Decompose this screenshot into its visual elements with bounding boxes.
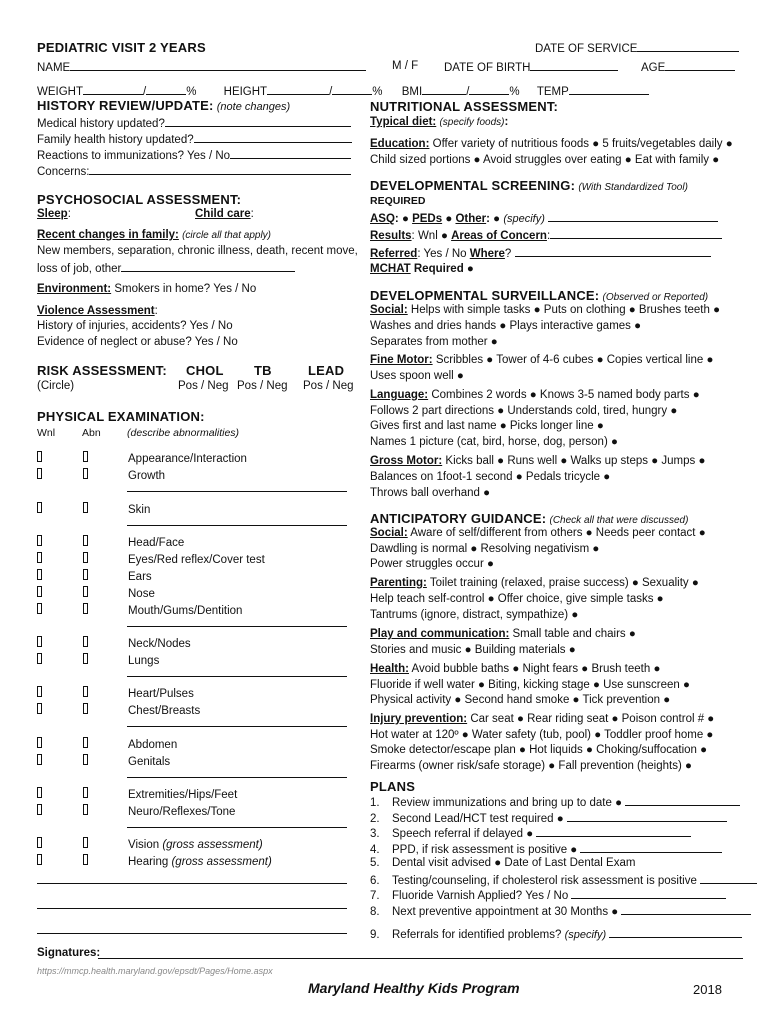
devsurv-heading: DEVELOPMENTAL SURVEILLANCE: (Observed or Reported)	[370, 288, 709, 303]
child-care-label: Child care:	[195, 208, 254, 220]
abn-checkbox[interactable]	[83, 837, 88, 848]
wnl-checkbox[interactable]	[37, 703, 42, 714]
pe-row	[37, 737, 177, 751]
abn-checkbox[interactable]	[83, 703, 88, 714]
age-field[interactable]	[641, 60, 735, 74]
guidance-play-2[interactable]: Stories and music ● Building materials ●	[370, 644, 576, 656]
pe-item-label: Eyes/Red reflex/Cover test	[128, 554, 265, 566]
plan-item-8[interactable]: 8. Next preventive appointment at 30 Months ●	[370, 904, 751, 918]
recent-changes-options[interactable]: New members, separation, chronic illness, death, recent move,	[37, 245, 358, 257]
abn-checkbox[interactable]	[83, 737, 88, 748]
history-line-family[interactable]: Family health history updated?	[37, 132, 352, 146]
guidance-social-2[interactable]: Dawdling is normal ● Resolving negativism ●	[370, 543, 600, 555]
plan-item-3[interactable]: 3. Speech referral if delayed ●	[370, 826, 691, 840]
risk-lead-posneg[interactable]: Pos / Neg	[303, 380, 354, 392]
wnl-checkbox[interactable]	[37, 502, 42, 513]
devsurv-gross-3[interactable]: Throws ball overhand ●	[370, 487, 491, 499]
abn-checkbox[interactable]	[83, 686, 88, 697]
devscreen-referred[interactable]: Referred: Yes / No Where?	[370, 246, 711, 260]
program-name: Maryland Healthy Kids Program	[308, 980, 520, 996]
abn-checkbox[interactable]	[83, 502, 88, 513]
sex-label: M / F	[392, 60, 419, 72]
devsurv-lang-4[interactable]: Names 1 picture (cat, bird, horse, dog, person) ●	[370, 436, 618, 448]
abn-checkbox[interactable]	[83, 653, 88, 664]
guidance-parenting-2[interactable]: Help teach self-control ● Offer choice, give simple tasks ●	[370, 593, 664, 605]
pe-row	[37, 569, 152, 583]
pe-item-label: Hearing	[128, 856, 172, 868]
wnl-checkbox[interactable]	[37, 837, 42, 848]
signatures-label: Signatures:	[37, 947, 101, 959]
violence-heading: Violence Assessment:	[37, 305, 158, 317]
notes-line[interactable]	[37, 933, 347, 934]
weight-label: WEIGHT	[37, 86, 83, 98]
abn-checkbox[interactable]	[83, 603, 88, 614]
pe-row	[37, 586, 155, 600]
bmi-label: BMI	[401, 86, 423, 98]
pe-describe-line[interactable]	[127, 777, 347, 778]
plan-item-6[interactable]: 6. Testing/counseling, if cholesterol risk assessment is positive	[370, 873, 757, 887]
devsurv-social-1[interactable]: Social: Helps with simple tasks ● Puts on clothing ● Brushes teeth ●	[370, 304, 721, 316]
pe-item-label: Extremities/Hips/Feet	[128, 789, 238, 801]
abn-checkbox[interactable]	[83, 754, 88, 765]
pe-item-label: Chest/Breasts	[128, 705, 201, 717]
guidance-injury-4[interactable]: Firearms (owner risk/safe storage) ● Fall prevention (heights) ●	[370, 760, 692, 772]
guidance-health-2[interactable]: Fluoride if well water ● Biting, kicking stage ● Use sunscreen ●	[370, 679, 690, 691]
devsurv-lang-1[interactable]: Language: Combines 2 words ● Knows 3-5 named body parts ●	[370, 389, 700, 401]
pe-row-vision	[37, 837, 263, 851]
pe-row	[37, 603, 242, 617]
height-slash: /	[329, 86, 333, 98]
guidance-social-3[interactable]: Power struggles occur ●	[370, 558, 494, 570]
pe-item-note: (gross assessment)	[171, 856, 272, 868]
abn-checkbox[interactable]	[83, 552, 88, 563]
pe-row	[37, 686, 194, 700]
height-pct: %	[372, 86, 383, 98]
abn-checkbox[interactable]	[83, 636, 88, 647]
recent-changes-heading: Recent changes in family: (circle all that apply)	[37, 229, 271, 241]
abn-checkbox[interactable]	[83, 586, 88, 597]
wnl-checkbox[interactable]	[37, 569, 42, 580]
devscreen-required: REQUIRED	[370, 195, 426, 207]
vitals-row[interactable]	[37, 84, 649, 98]
pe-row	[37, 636, 191, 650]
height-label: HEIGHT	[223, 86, 268, 98]
pe-item-label: Skin	[128, 504, 151, 516]
pe-item-label: Lungs	[128, 655, 160, 667]
risk-lead: LEAD	[308, 363, 345, 378]
name-field[interactable]	[37, 60, 366, 74]
wnl-checkbox[interactable]	[37, 535, 42, 546]
signature-line[interactable]	[98, 958, 743, 959]
plan-item-1[interactable]: 1. Review immunizations and bring up to date ●	[370, 795, 740, 809]
pe-item-note: (gross assessment)	[162, 839, 263, 851]
pe-row	[37, 535, 184, 549]
devsurv-social-3[interactable]: Separates from mother ●	[370, 336, 498, 348]
wnl-checkbox[interactable]	[37, 552, 42, 563]
pe-row	[37, 804, 235, 818]
pe-row	[37, 754, 170, 768]
pe-describe-line[interactable]	[127, 491, 347, 492]
wnl-checkbox[interactable]	[37, 586, 42, 597]
environment-line[interactable]: Environment: Smokers in home? Yes / No	[37, 283, 257, 295]
devscreen-results[interactable]: Results: Wnl ● Areas of Concern:	[370, 228, 722, 242]
weight-slash: /	[143, 86, 147, 98]
devscreen-mchat[interactable]: MCHAT Required ●	[370, 263, 474, 275]
wnl-checkbox[interactable]	[37, 754, 42, 765]
dob-field[interactable]	[444, 60, 618, 74]
recent-changes-other[interactable]: loss of job, other	[37, 261, 295, 275]
wnl-checkbox[interactable]	[37, 451, 42, 462]
name-label: NAME	[37, 62, 71, 74]
plan-item-4[interactable]: 4. PPD, if risk assessment is positive ●	[370, 842, 722, 856]
pe-describe-line[interactable]	[127, 726, 347, 727]
pe-describe-line[interactable]	[127, 676, 347, 677]
abn-checkbox[interactable]	[83, 451, 88, 462]
pe-row	[37, 787, 237, 801]
abn-checkbox[interactable]	[83, 804, 88, 815]
history-line-immunization[interactable]: Reactions to immunizations? Yes / No	[37, 148, 351, 162]
pe-item-label: Vision	[128, 839, 163, 851]
footer-url[interactable]: https://mmcp.health.maryland.gov/epsdt/Pages/Home.aspx	[37, 966, 273, 976]
pe-title: PHYSICAL EXAMINATION:	[37, 409, 205, 424]
abn-checkbox[interactable]	[83, 468, 88, 479]
notes-line[interactable]	[37, 908, 347, 909]
sleep-label: Sleep:	[37, 208, 71, 220]
education-line-2[interactable]: Child sized portions ● Avoid struggles over eating ● Eat with family ●	[370, 154, 720, 166]
wnl-checkbox[interactable]	[37, 787, 42, 798]
weight-pct: %	[186, 86, 197, 98]
guidance-parenting-3[interactable]: Tantrums (ignore, distract, sympathize) ●	[370, 609, 579, 621]
risk-circle-note: (Circle)	[37, 380, 75, 392]
guidance-heading: ANTICIPATORY GUIDANCE: (Check all that were discussed)	[370, 511, 689, 526]
pe-item-label: Ears	[128, 571, 152, 583]
devsurv-lang-2[interactable]: Follows 2 part directions ● Understands cold, tired, hungry ●	[370, 405, 678, 417]
history-heading	[37, 98, 290, 113]
pe-row	[37, 451, 247, 465]
risk-chol-posneg[interactable]: Pos / Neg	[178, 380, 229, 392]
history-note: (note changes)	[216, 101, 291, 113]
violence-injuries[interactable]: History of injuries, accidents? Yes / No	[37, 320, 233, 332]
plans-title: PLANS	[370, 779, 416, 794]
risk-tb-posneg[interactable]: Pos / Neg	[237, 380, 288, 392]
risk-chol: CHOL	[186, 363, 224, 378]
nutrition-title: NUTRITIONAL ASSESSMENT:	[370, 99, 559, 114]
devsurv-social-2[interactable]: Washes and dries hands ● Plays interactive games ●	[370, 320, 642, 332]
risk-title: RISK ASSESSMENT:	[37, 363, 167, 378]
abn-checkbox[interactable]	[83, 569, 88, 580]
wnl-checkbox[interactable]	[37, 636, 42, 647]
pe-abn-header: Abn	[82, 427, 101, 439]
pe-item-label: Neck/Nodes	[128, 638, 191, 650]
wnl-checkbox[interactable]	[37, 854, 42, 865]
wnl-checkbox[interactable]	[37, 653, 42, 664]
guidance-injury-2[interactable]: Hot water at 120º ● Water safety (tub, pool) ● Toddler proof home ●	[370, 729, 714, 741]
risk-tb: TB	[254, 363, 272, 378]
pe-row	[37, 653, 159, 667]
age-label: AGE	[641, 62, 666, 74]
guidance-play-1[interactable]: Play and communication: Small table and chairs ●	[370, 628, 636, 640]
temp-label: TEMP	[536, 86, 569, 98]
pe-wnl-header: Wnl	[37, 427, 56, 439]
devsurv-fine-2[interactable]: Uses spoon well ●	[370, 370, 464, 382]
pe-describe-line[interactable]	[127, 626, 347, 627]
guidance-health-1[interactable]: Health: Avoid bubble baths ● Night fears ● Brush teeth ●	[370, 663, 661, 675]
devsurv-fine-1[interactable]: Fine Motor: Scribbles ● Tower of 4-6 cubes ● Copies vertical line ●	[370, 354, 714, 366]
abn-checkbox[interactable]	[83, 535, 88, 546]
history-line-concerns[interactable]: Concerns:	[37, 164, 351, 178]
plan-item-5[interactable]: 5. Dental visit advised ● Date of Last Dental Exam	[370, 857, 636, 869]
violence-neglect[interactable]: Evidence of neglect or abuse? Yes / No	[37, 336, 238, 348]
pe-item-label: Genitals	[128, 756, 171, 768]
pe-row-hearing	[37, 854, 272, 868]
dob-label: DATE OF BIRTH	[444, 62, 531, 74]
pe-item-label: Head/Face	[128, 537, 185, 549]
devsurv-gross-1[interactable]: Gross Motor: Kicks ball ● Runs well ● Walks up steps ● Jumps ●	[370, 455, 706, 467]
devscreen-tools[interactable]: ASQ: ● PEDs ● Other: ● (specify)	[370, 211, 718, 225]
devscreen-heading: DEVELOPMENTAL SCREENING: (With Standardized Tool)	[370, 178, 688, 193]
guidance-health-3[interactable]: Physical activity ● Second hand smoke ● Tick prevention ●	[370, 694, 671, 706]
devsurv-gross-2[interactable]: Balances on 1foot-1 second ● Pedals tricycle ●	[370, 471, 611, 483]
pe-item-label: Heart/Pulses	[128, 688, 194, 700]
wnl-checkbox[interactable]	[37, 686, 42, 697]
wnl-checkbox[interactable]	[37, 804, 42, 815]
abn-checkbox[interactable]	[83, 787, 88, 798]
pe-item-label: Nose	[128, 588, 155, 600]
bmi-pct: %	[509, 86, 520, 98]
wnl-checkbox[interactable]	[37, 468, 42, 479]
notes-line[interactable]	[37, 883, 347, 884]
pe-row	[37, 703, 200, 717]
guidance-parenting-1[interactable]: Parenting: Toilet training (relaxed, praise success) ● Sexuality ●	[370, 577, 699, 589]
plan-item-2[interactable]: 2. Second Lead/HCT test required ●	[370, 811, 727, 825]
plan-item-9[interactable]: 9. Referrals for identified problems? (specify)	[370, 927, 742, 941]
date-of-service-field[interactable]	[535, 41, 739, 55]
history-line-medical[interactable]: Medical history updated?	[37, 116, 351, 130]
psychosocial-title: PSYCHOSOCIAL ASSESSMENT:	[37, 192, 242, 207]
pe-row	[37, 502, 150, 516]
guidance-injury-1[interactable]: Injury prevention: Car seat ● Rear riding seat ● Poison control # ●	[370, 713, 715, 725]
pe-describe-header: (describe abnormalities)	[127, 427, 240, 439]
guidance-social-1[interactable]: Social: Aware of self/different from others ● Needs peer contact ●	[370, 527, 706, 539]
abn-checkbox[interactable]	[83, 854, 88, 865]
typical-diet-label: Typical diet: (specify foods):	[370, 116, 509, 128]
pe-row	[37, 552, 265, 566]
guidance-injury-3[interactable]: Smoke detector/escape plan ● Hot liquids ● Choking/suffocation ●	[370, 744, 708, 756]
wnl-checkbox[interactable]	[37, 603, 42, 614]
page-title: PEDIATRIC VISIT 2 YEARS	[37, 40, 206, 55]
devsurv-lang-3[interactable]: Gives first and last name ● Picks longer line ●	[370, 420, 604, 432]
pe-describe-line[interactable]	[127, 827, 347, 828]
pe-row	[37, 468, 165, 482]
pe-item-label: Mouth/Gums/Dentition	[128, 605, 243, 617]
pe-item-label: Abdomen	[128, 739, 178, 751]
wnl-checkbox[interactable]	[37, 737, 42, 748]
plan-item-7[interactable]: 7. Fluoride Varnish Applied? Yes / No	[370, 888, 726, 902]
footer-year: 2018	[693, 982, 722, 997]
pe-item-label: Growth	[128, 470, 166, 482]
pe-item-label: Appearance/Interaction	[128, 453, 247, 465]
pe-item-label: Neuro/Reflexes/Tone	[128, 806, 236, 818]
education-line-1[interactable]: Education: Offer variety of nutritious foods ● 5 fruits/vegetables daily ●	[370, 138, 733, 150]
pe-describe-line[interactable]	[127, 525, 347, 526]
bmi-slash: /	[466, 86, 470, 98]
date-of-service-label: DATE OF SERVICE	[535, 43, 638, 55]
history-title: HISTORY REVIEW/UPDATE:	[37, 98, 214, 113]
